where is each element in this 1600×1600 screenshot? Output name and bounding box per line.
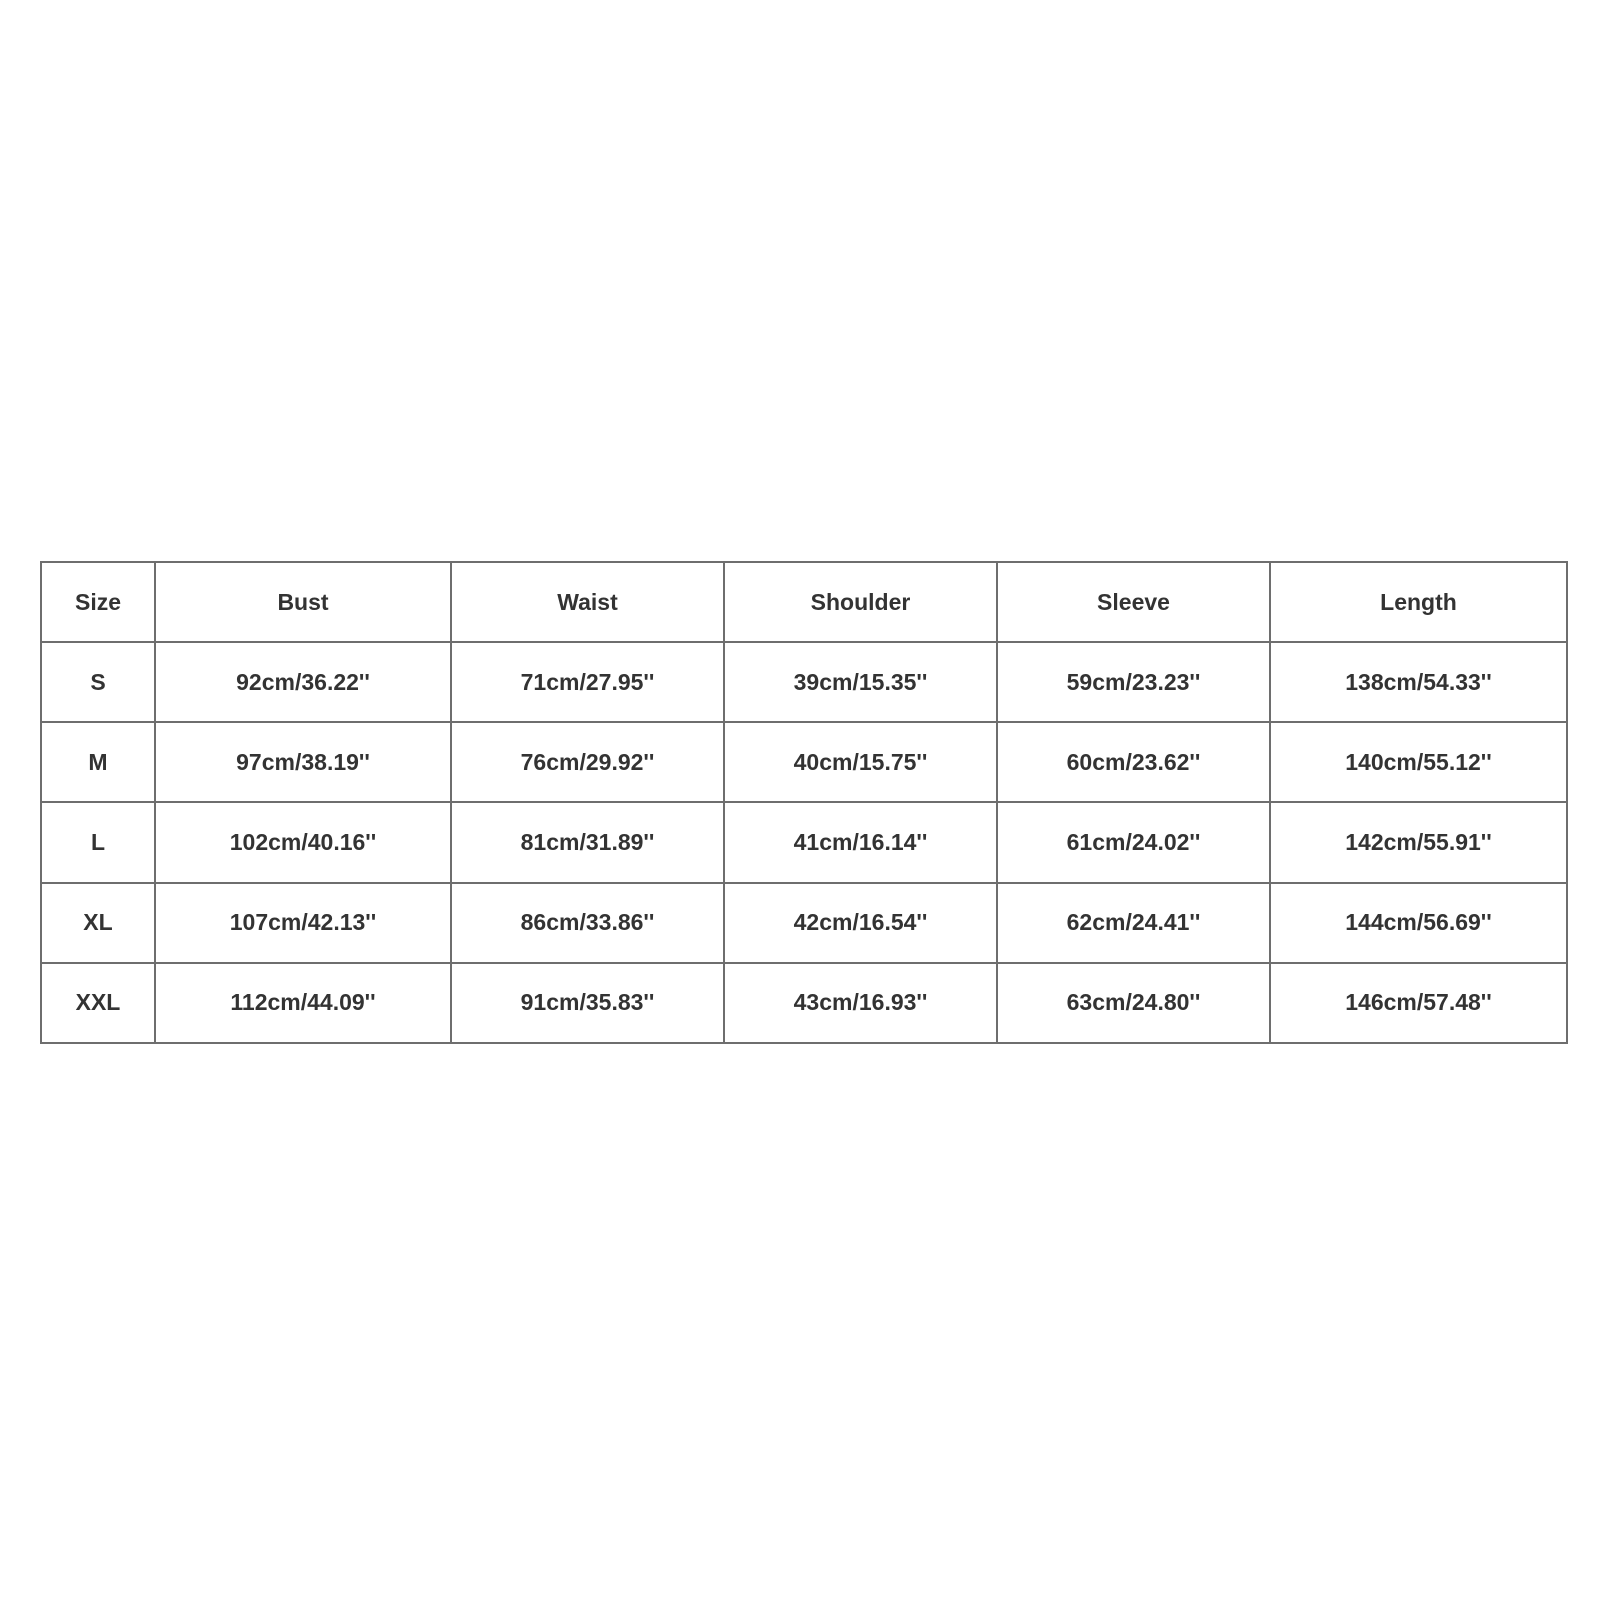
- cell-bust: 97cm/38.19'': [155, 722, 451, 802]
- cell-sleeve: 61cm/24.02'': [997, 802, 1270, 882]
- cell-bust: 112cm/44.09'': [155, 963, 451, 1043]
- cell-length: 146cm/57.48'': [1270, 963, 1567, 1043]
- cell-length: 144cm/56.69'': [1270, 883, 1567, 963]
- cell-shoulder: 40cm/15.75'': [724, 722, 997, 802]
- cell-shoulder: 41cm/16.14'': [724, 802, 997, 882]
- header-waist: Waist: [451, 562, 724, 642]
- cell-sleeve: 59cm/23.23'': [997, 642, 1270, 722]
- cell-sleeve: 62cm/24.41'': [997, 883, 1270, 963]
- size-chart-table: [40, 561, 1568, 1044]
- cell-size: S: [41, 642, 155, 722]
- cell-size: M: [41, 722, 155, 802]
- header-length: Length: [1270, 562, 1567, 642]
- table-row: [41, 722, 1567, 802]
- cell-size: L: [41, 802, 155, 882]
- header-row: [41, 562, 1567, 642]
- cell-shoulder: 39cm/15.35'': [724, 642, 997, 722]
- cell-waist: 81cm/31.89'': [451, 802, 724, 882]
- cell-length: 140cm/55.12'': [1270, 722, 1567, 802]
- header-shoulder: Shoulder: [724, 562, 997, 642]
- cell-waist: 76cm/29.92'': [451, 722, 724, 802]
- cell-length: 142cm/55.91'': [1270, 802, 1567, 882]
- header-bust: Bust: [155, 562, 451, 642]
- cell-waist: 86cm/33.86'': [451, 883, 724, 963]
- header-size: Size: [41, 562, 155, 642]
- header-sleeve: Sleeve: [997, 562, 1270, 642]
- cell-bust: 92cm/36.22'': [155, 642, 451, 722]
- cell-sleeve: 63cm/24.80'': [997, 963, 1270, 1043]
- table-row: [41, 642, 1567, 722]
- cell-size: XXL: [41, 963, 155, 1043]
- cell-shoulder: 43cm/16.93'': [724, 963, 997, 1043]
- cell-sleeve: 60cm/23.62'': [997, 722, 1270, 802]
- cell-waist: 91cm/35.83'': [451, 963, 724, 1043]
- cell-bust: 107cm/42.13'': [155, 883, 451, 963]
- cell-length: 138cm/54.33'': [1270, 642, 1567, 722]
- cell-bust: 102cm/40.16'': [155, 802, 451, 882]
- table-row: [41, 963, 1567, 1043]
- table-row: [41, 883, 1567, 963]
- cell-waist: 71cm/27.95'': [451, 642, 724, 722]
- cell-size: XL: [41, 883, 155, 963]
- cell-shoulder: 42cm/16.54'': [724, 883, 997, 963]
- table-row: [41, 802, 1567, 882]
